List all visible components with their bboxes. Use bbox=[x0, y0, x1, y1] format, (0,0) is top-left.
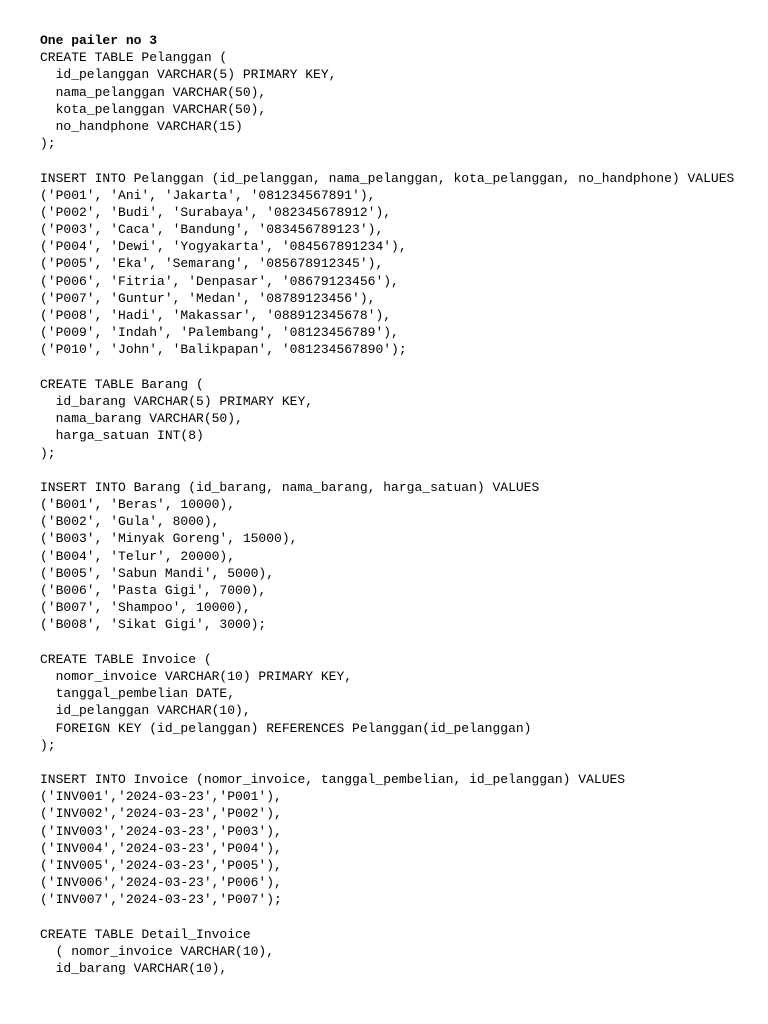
code-line: id_pelanggan VARCHAR(5) PRIMARY KEY, bbox=[40, 67, 337, 83]
code-line: ('INV002','2024-03-23','P002'), bbox=[40, 806, 282, 822]
code-line bbox=[40, 359, 760, 376]
code-line: ('B008', 'Sikat Gigi', 3000); bbox=[40, 617, 267, 633]
code-line: kota_pelanggan VARCHAR(50), bbox=[40, 101, 267, 117]
code-line: CREATE TABLE Invoice ( bbox=[40, 651, 212, 667]
code-line: ('INV001','2024-03-23','P001'), bbox=[40, 789, 282, 805]
code-line: ('P003', 'Caca', 'Bandung', '083456789123'), bbox=[40, 222, 384, 238]
code-line: ('P001', 'Ani', 'Jakarta', '081234567891'), bbox=[40, 187, 376, 203]
code-line: ('INV004','2024-03-23','P004'), bbox=[40, 840, 282, 856]
code-line: ('B002', 'Gula', 8000), bbox=[40, 514, 220, 530]
code-line: INSERT INTO Pelanggan (id_pelanggan, nama_pelanggan, kota_pelanggan, no_handphone) VALUES bbox=[40, 170, 735, 186]
code-line: ('P010', 'John', 'Balikpapan', '081234567890'); bbox=[40, 342, 407, 358]
code-line: ('B003', 'Minyak Goreng', 15000), bbox=[40, 531, 298, 547]
document-page bbox=[40, 32, 760, 977]
code-line: ); bbox=[40, 136, 56, 152]
code-line: ('INV007','2024-03-23','P007'); bbox=[40, 892, 282, 908]
code-line: INSERT INTO Invoice (nomor_invoice, tanggal_pembelian, id_pelanggan) VALUES bbox=[40, 772, 626, 788]
code-line: id_barang VARCHAR(10), bbox=[40, 961, 228, 977]
code-line: ('B005', 'Sabun Mandi', 5000), bbox=[40, 565, 275, 581]
code-line: ); bbox=[40, 445, 56, 461]
code-line: CREATE TABLE Pelanggan ( bbox=[40, 50, 228, 66]
code-line: no_handphone VARCHAR(15) bbox=[40, 118, 243, 134]
code-line: ('INV003','2024-03-23','P003'), bbox=[40, 823, 282, 839]
code-line: ('B007', 'Shampoo', 10000), bbox=[40, 600, 251, 616]
code-line: ('B001', 'Beras', 10000), bbox=[40, 497, 236, 513]
code-line: ( nomor_invoice VARCHAR(10), bbox=[40, 943, 275, 959]
code-line: ('B006', 'Pasta Gigi', 7000), bbox=[40, 583, 267, 598]
code-line: CREATE TABLE Barang ( bbox=[40, 376, 204, 392]
code-line: ('P007', 'Guntur', 'Medan', '08789123456'), bbox=[40, 290, 376, 306]
document-title: One pailer no 3 bbox=[40, 33, 158, 48]
code-line bbox=[40, 462, 760, 479]
code-line: id_barang VARCHAR(5) PRIMARY KEY, bbox=[40, 393, 314, 409]
code-line bbox=[40, 634, 760, 651]
code-line: ('B004', 'Telur', 20000), bbox=[40, 548, 236, 564]
code-line: ('P002', 'Budi', 'Surabaya', '082345678912'), bbox=[40, 204, 392, 220]
code-line: ); bbox=[40, 737, 56, 753]
code-line bbox=[40, 909, 760, 926]
code-line: ('INV005','2024-03-23','P005'), bbox=[40, 858, 282, 873]
code-line: INSERT INTO Barang (id_barang, nama_barang, harga_satuan) VALUES bbox=[40, 479, 540, 495]
code-line: ('P005', 'Eka', 'Semarang', '085678912345'), bbox=[40, 256, 384, 272]
code-line: nomor_invoice VARCHAR(10) PRIMARY KEY, bbox=[40, 668, 353, 684]
code-line: nama_barang VARCHAR(50), bbox=[40, 411, 243, 427]
code-line bbox=[40, 754, 760, 771]
code-line: CREATE TABLE Detail_Invoice bbox=[40, 926, 251, 942]
code-line: harga_satuan INT(8) bbox=[40, 428, 204, 444]
code-line: ('P008', 'Hadi', 'Makassar', '088912345678'), bbox=[40, 308, 392, 323]
code-line: ('P006', 'Fitria', 'Denpasar', '08679123456'), bbox=[40, 273, 399, 289]
sql-code-block bbox=[40, 49, 760, 977]
code-line: ('INV006','2024-03-23','P006'), bbox=[40, 875, 282, 891]
code-line bbox=[40, 152, 760, 169]
code-line: ('P009', 'Indah', 'Palembang', '08123456789'), bbox=[40, 325, 399, 341]
code-line: ('P004', 'Dewi', 'Yogyakarta', '084567891234'), bbox=[40, 239, 407, 255]
code-line: id_pelanggan VARCHAR(10), bbox=[40, 703, 251, 719]
code-line: tanggal_pembelian DATE, bbox=[40, 686, 236, 702]
code-line: FOREIGN KEY (id_pelanggan) REFERENCES Pelanggan(id_pelanggan) bbox=[40, 720, 532, 736]
code-line: nama_pelanggan VARCHAR(50), bbox=[40, 84, 267, 100]
